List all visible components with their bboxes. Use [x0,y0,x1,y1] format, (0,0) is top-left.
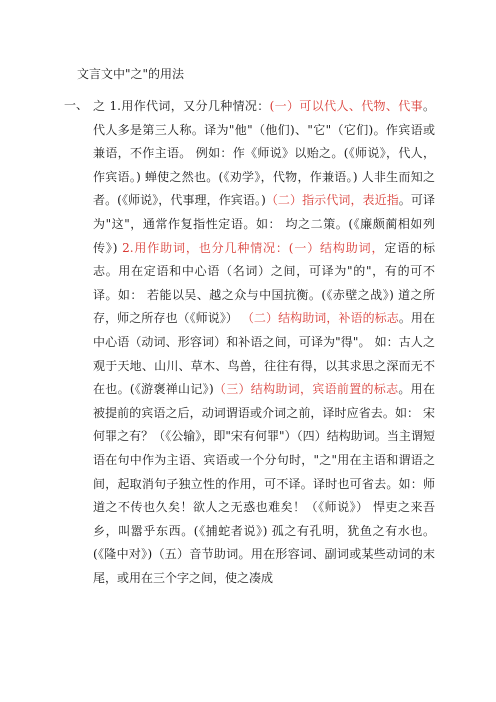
highlighted-text: 2.用作助词，也分几种情况：(一）结构助词， [122,240,385,255]
text-segment: 。用在中心语（动词、形容词）和补语之间，可译为"得"。 如：古人之观于天地、山川、草木、鸟兽，往往有得，以其求思之深而无不在也。(《游褒禅山记》) [93,311,435,397]
text-segment: 定语的标志。用在定语和中心语（名词）之间，可译为"的"，有的可不译。如： 若能以吴、越之众与中国抗衡。(《赤壁之战》) 道之所存，师之所存也（《师说》） [93,240,435,326]
list-marker: 一、 [64,98,89,112]
highlighted-text: （二）结构助词，补语的标志 [241,311,399,326]
body-paragraph [93,95,435,590]
document-title: 文言文中"之"的用法 [77,67,185,81]
text-segment: 。用在被提前的宾语之后，动词谓语或介词之前，译时应省去。如： 宋何罪之有？（《公输》，即"宋有何罪"）（四）结构助词。当主谓短语在句中作为主语、宾语或一个分句时，"之"用在主语和谓语之间，起取消句子独立性的作用，可不译。译时也可省去。如：师道之不传也久矣！欲人之无惑也难矣！（《师说》） 悍吏之来吾乡，叫嚣乎东西。(《捕蛇者说》) 孤之有孔明，犹鱼之有水也。(《隆中对》)（五）音节助词。用在形容词、副词或某些动词的末尾，或用在三个字之间，使之凑成 [93,382,435,585]
highlighted-text: （三）结构助词，宾语前置的标志 [213,382,399,397]
text-segment: 。代人多是第三人称。译为"他"（他们)、"它"（它们)。作宾语或兼语，不作主语。 例如：作《师说》以贻之。(《师说》，代人，作宾语。) 蝉使之然也。(《劝学》，代物，作兼语。) 人非生而知之者。(《师说》，代事理，作宾语。) [93,99,435,208]
highlighted-text: (一）可以代人、代物、代事 [269,99,423,113]
highlighted-text: （二）指示代词，表近指 [265,193,399,208]
text-segment: 。可译为"这"，通常作复指性定语。如： 均之二策。(《廉颇蔺相如列传》) [93,193,435,255]
text-segment: 之 1.用作代词，又分几种情况： [93,99,270,113]
